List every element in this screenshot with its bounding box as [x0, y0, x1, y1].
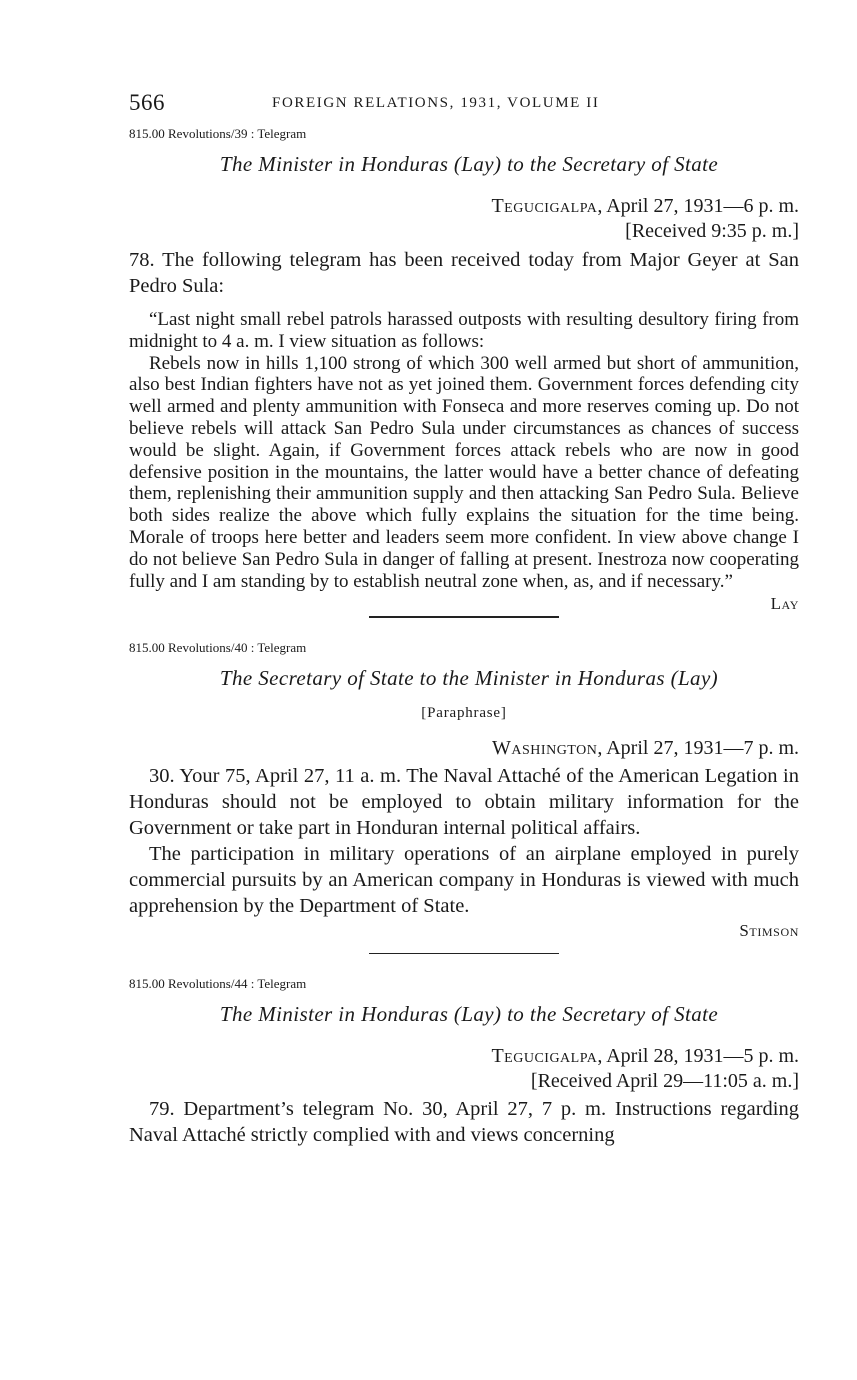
- page-number: 566: [129, 90, 165, 115]
- telegram-44: [129, 976, 799, 1148]
- telegram-39: [129, 126, 799, 618]
- document-reference: 815.00 Revolutions/39 : Telegram: [129, 126, 307, 141]
- received-line: [Received April 29—11:05 a. m.]: [530, 1070, 799, 1093]
- dateline-place: Tegucigalpa: [491, 195, 598, 217]
- dateline: [129, 736, 799, 761]
- quoted-paragraph: “Last night small rebel patrols harassed outposts with resulting desultory firing from midnight to 4 a. m. I view situation as follows:: [129, 309, 799, 352]
- dateline-date: , April 27, 1931—6 p. m.: [597, 195, 799, 217]
- running-head: FOREIGN RELATIONS, 1931, VOLUME II: [272, 95, 600, 111]
- document-title: The Minister in Honduras (Lay) to the Secretary of State: [219, 152, 719, 176]
- received-line: [Received 9:35 p. m.]: [625, 220, 799, 242]
- page-header: [129, 88, 799, 122]
- dateline-date: , April 28, 1931—5 p. m.: [597, 1045, 799, 1068]
- dateline-date: , April 27, 1931—7 p. m.: [597, 736, 799, 759]
- document-title: The Secretary of State to the Minister in Honduras (Lay): [219, 665, 719, 690]
- section-divider: [369, 616, 559, 618]
- dateline: [129, 194, 799, 219]
- document-reference: 815.00 Revolutions/44 : Telegram: [129, 976, 307, 992]
- paragraph: 78. The following telegram has been received today from Major Geyer at San Pedro Sula:: [129, 249, 799, 297]
- signature: Stimson: [739, 920, 799, 940]
- paragraph: The participation in military operations of an airplane employed in purely commercial pursuits by an American company in Honduras is viewed with much apprehension by the Department of State.: [129, 842, 799, 917]
- telegram-40: [129, 640, 799, 955]
- paraphrase-label: [Paraphrase]: [421, 704, 507, 721]
- section-divider: [369, 953, 559, 955]
- paragraph: 30. Your 75, April 27, 11 a. m. The Naval Attaché of the American Legation in Honduras should not be employed to obtain military information for the Government or take part in Honduran internal political affairs.: [129, 764, 799, 839]
- document-page: [129, 88, 799, 1148]
- document-title: The Minister in Honduras (Lay) to the Secretary of State: [219, 1002, 719, 1027]
- signature: Lay: [770, 594, 799, 614]
- paragraph: 79. Department’s telegram No. 30, April 27, 7 p. m. Instructions regarding Naval Attaché strictly complied with and views concerning: [129, 1098, 799, 1147]
- dateline: [129, 1044, 799, 1069]
- document-reference: 815.00 Revolutions/40 : Telegram: [129, 639, 307, 655]
- quoted-paragraph: Rebels now in hills 1,100 strong of which 300 well armed but short of ammunition, also best Indian fighters have not as yet joined them. Government forces defending city well armed and plenty ammunition with Fonseca and more reserves coming up. Do not believe rebels will attack San Pedro Sula under circumstances as chances of success would be slight. Again, if Government forces attack rebels who are now in good defensive position in the mountains, the latter would have a better chance of defeating them, replenishing their ammunition supply and then attacking San Pedro Sula. Believe both sides realize the above which fully explains the situation for the time being. Morale of troops here better and leaders seem more confident. In view above change I do not believe San Pedro Sula in danger of falling at present. Inestroza now cooperating fully and I am standing by to establish neutral zone when, as, and if necessary.”: [129, 352, 799, 592]
- dateline-place: Washington: [492, 736, 598, 759]
- dateline-place: Tegucigalpa: [491, 1045, 598, 1068]
